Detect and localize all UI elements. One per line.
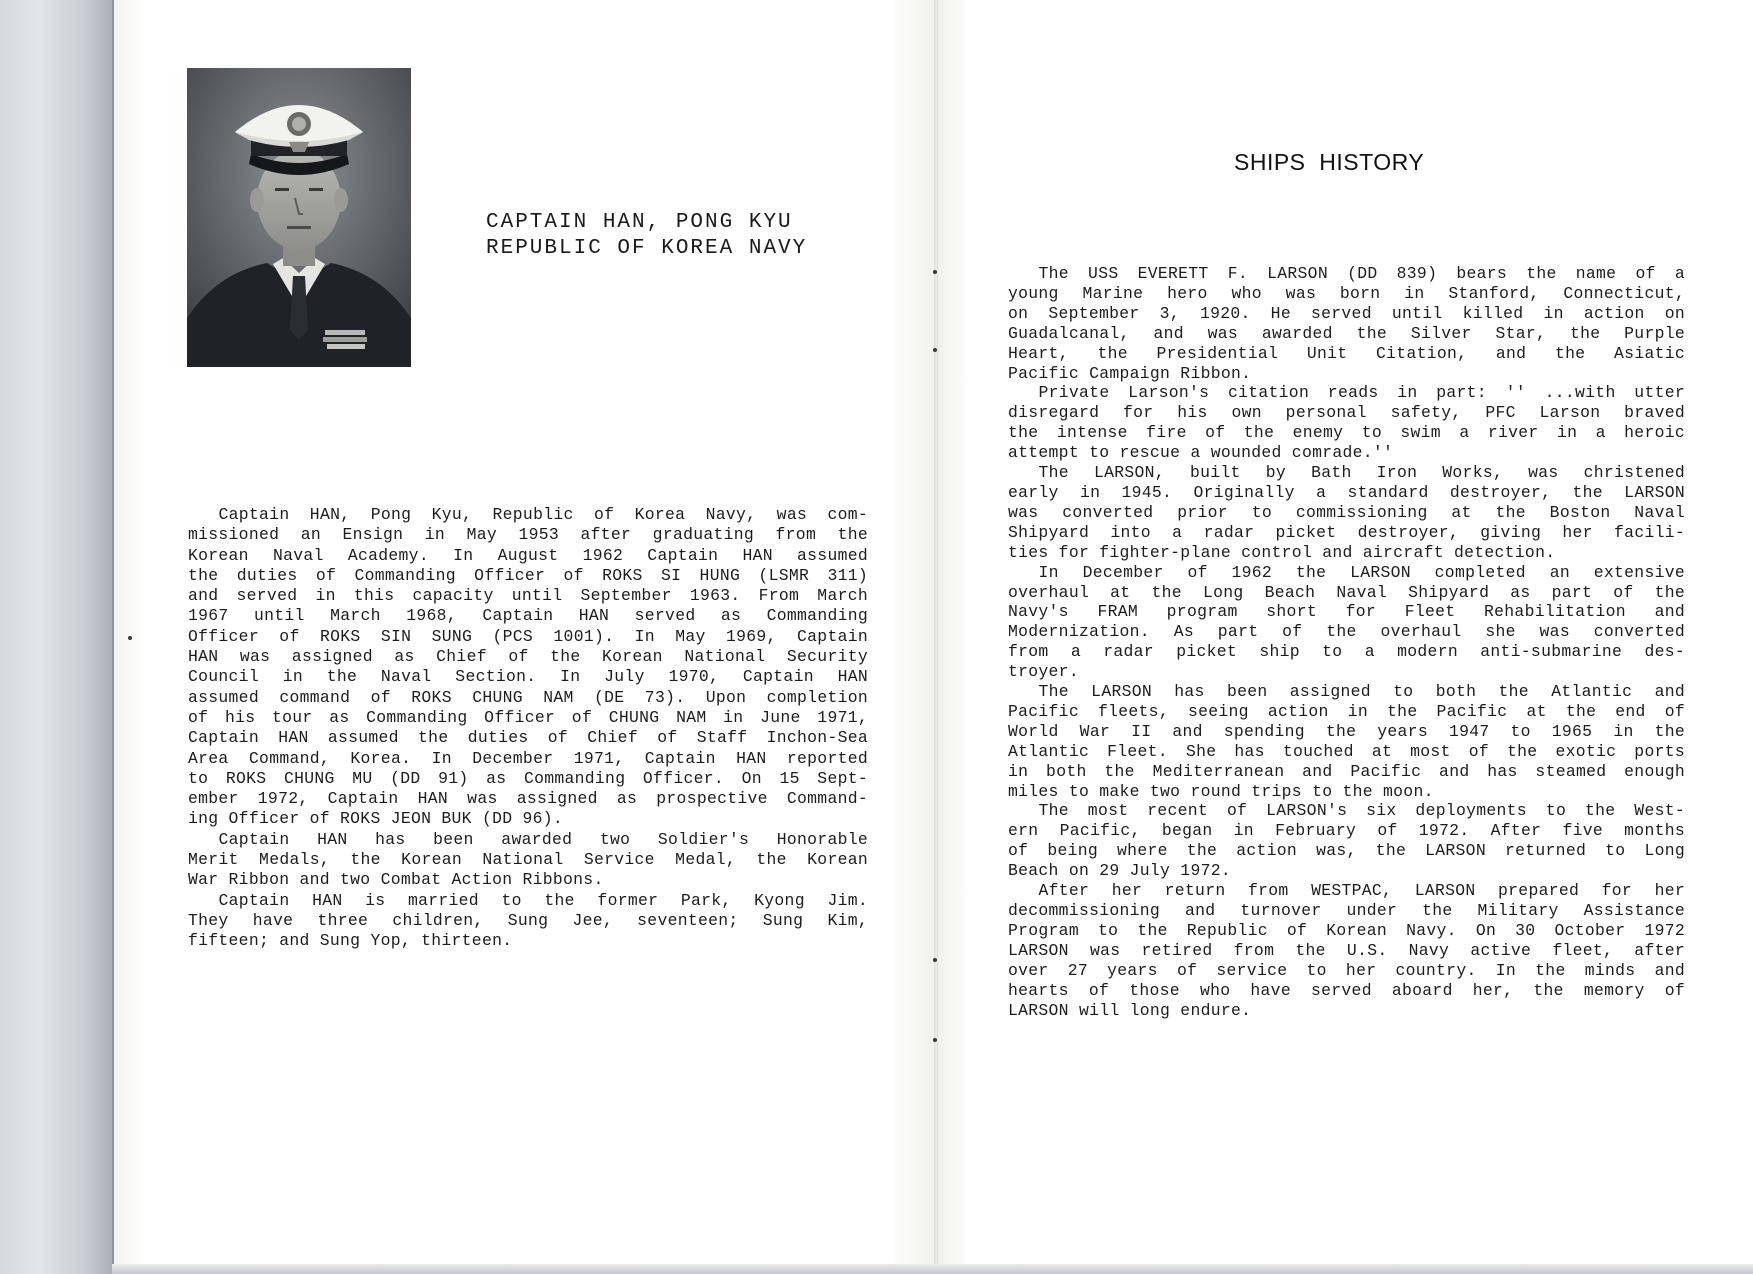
biography-line: Korean Naval Academy. In August 1962 Captain HAN assumed <box>188 545 868 565</box>
portrait-illustration <box>187 68 411 367</box>
biography-line: Area Command, Korea. In December 1971, Captain HAN reported <box>188 748 868 768</box>
officer-navy-line: REPUBLIC OF KOREA NAVY <box>486 237 808 260</box>
history-line: Beach on 29 July 1972. <box>1008 861 1231 881</box>
history-line: decommissioning and turnover under the Military Assistance <box>1008 901 1685 920</box>
history-line: Pacific fleets, seeing action in the Pacific at the end of <box>1008 701 1685 721</box>
biography-line: Captain HAN assumed the duties of Chief of Staff Inchon-Sea <box>188 728 868 748</box>
history-line: The USS EVERETT F. LARSON (DD 839) bears the name of a <box>1038 264 1685 283</box>
history-line: Guadalcanal, and was awarded the Silver Star, the Purple <box>1008 323 1685 343</box>
history-line: Private Larson's citation reads in part: '' ...with utter <box>1038 383 1685 403</box>
history-line: The most recent of LARSON's six deployments to the West- <box>1038 801 1685 821</box>
history-line: Navy's FRAM program short for Fleet Rehabilitation and <box>1008 602 1685 622</box>
history-line: LARSON was retired from the U.S. Navy active fleet, after <box>1008 940 1685 960</box>
biography-line: fifteen; and Sung Yop, thirteen. <box>188 931 513 951</box>
history-line: early in 1945. Originally a standard destroyer, the LARSON <box>1008 482 1685 502</box>
scan-speck <box>933 1038 937 1042</box>
history-line: troyer. <box>1008 662 1079 682</box>
history-line: Atlantic Fleet. She has touched at most of the exotic ports <box>1008 741 1685 761</box>
biography-line: 1967 until March 1968, Captain HAN served as Commanding <box>188 606 868 626</box>
history-line: miles to make two round trips to the moon. <box>1008 781 1434 801</box>
history-line: Pacific Campaign Ribbon. <box>1008 363 1252 383</box>
biography-line: HAN was assigned as Chief of the Korean National Security <box>188 647 868 667</box>
scan-speck <box>933 270 937 274</box>
history-line: on September 3, 1920. He served until killed in action on <box>1008 303 1685 323</box>
ships-history-text <box>1008 264 1685 1020</box>
history-line: young Marine hero who was born in Stanford, Connecticut, <box>1008 283 1685 303</box>
biography-line: assumed command of ROKS CHUNG NAM (DE 73). Upon completion <box>188 687 868 707</box>
officer-name-line: CAPTAIN HAN, PONG KYU <box>486 211 793 234</box>
ships-history-heading: SHIPS HISTORY <box>1234 149 1425 175</box>
history-line: After her return from WESTPAC, LARSON prepared for her <box>1038 881 1685 901</box>
history-line: Modernization. As part of the overhaul she was converted <box>1008 622 1685 642</box>
officer-biography <box>188 505 868 952</box>
history-line: in both the Mediterranean and Pacific and has steamed enough <box>1008 761 1685 781</box>
officer-heading <box>486 210 906 262</box>
biography-line: Officer of ROKS SIN SUNG (PCS 1001). In May 1969, Captain <box>188 626 868 646</box>
history-line: attempt to rescue a wounded comrade.'' <box>1008 443 1394 463</box>
biography-line: Captain HAN, Pong Kyu, Republic of Korea Navy, was com- <box>218 505 868 524</box>
history-line: disregard for his own personal safety, PFC Larson braved <box>1008 403 1685 423</box>
history-line: ties for fighter-plane control and aircraft detection. <box>1008 542 1556 562</box>
history-line: from a radar picket ship to a modern anti-submarine des- <box>1008 642 1685 662</box>
biography-line: missioned an Ensign in May 1953 after graduating from the <box>188 525 868 545</box>
history-line: LARSON will long endure. <box>1008 1000 1252 1020</box>
biography-line: Council in the Naval Section. In July 1970, Captain HAN <box>188 667 868 687</box>
page-bottom-edge <box>112 1264 1753 1274</box>
biography-line: of his tour as Commanding Officer of CHUNG NAM in June 1971, <box>188 707 868 727</box>
history-line: The LARSON has been assigned to both the Atlantic and <box>1038 682 1685 702</box>
history-line: Program to the Republic of Korean Navy. On 30 October 1972 <box>1008 920 1685 940</box>
history-line: over 27 years of service to her country. In the minds and <box>1008 960 1685 980</box>
left-page <box>112 0 936 1274</box>
biography-line: to ROKS CHUNG MU (DD 91) as Commanding Officer. On 15 Sept- <box>188 768 868 788</box>
biography-line: Captain HAN is married to the former Park, Kyong Jim. <box>218 890 868 910</box>
scan-speck <box>128 636 132 640</box>
history-line: hearts of those who have served aboard her, the memory of <box>1008 980 1685 1000</box>
biography-line: ing Officer of ROKS JEON BUK (DD 96). <box>188 809 564 829</box>
scanner-background <box>0 0 112 1274</box>
biography-line: Merit Medals, the Korean National Service Medal, the Korean <box>188 850 868 870</box>
scan-speck <box>933 348 937 352</box>
history-line: The LARSON, built by Bath Iron Works, was christened <box>1038 463 1685 483</box>
history-line: Shipyard into a radar picket destroyer, giving her facili- <box>1008 522 1685 542</box>
history-line: overhaul at the Long Beach Naval Shipyard as part of the <box>1008 582 1685 602</box>
history-line: was converted prior to commissioning at the Boston Naval <box>1008 502 1685 522</box>
scan-speck <box>933 958 937 962</box>
history-line: the intense fire of the enemy to swim a river in a heroic <box>1008 423 1685 443</box>
biography-line: and served in this capacity until September 1963. From March <box>188 586 868 606</box>
biography-line: the duties of Commanding Officer of ROKS SI HUNG (LSMR 311) <box>188 565 868 585</box>
right-page <box>938 0 1753 1274</box>
biography-line: War Ribbon and two Combat Action Ribbons. <box>188 870 604 890</box>
history-line: of being where the action was, the LARSON returned to Long <box>1008 841 1685 861</box>
biography-line: Captain HAN has been awarded two Soldier's Honorable <box>218 829 868 849</box>
biography-line: They have three children, Sung Jee, seventeen; Sung Kim, <box>188 910 868 930</box>
officer-portrait-photo <box>187 68 411 367</box>
history-line: World War II and spending the years 1947 to 1965 in the <box>1008 721 1685 741</box>
history-line: ern Pacific, began in February of 1972. After five months <box>1008 821 1685 841</box>
biography-line: ember 1972, Captain HAN was assigned as prospective Command- <box>188 789 868 809</box>
history-line: Heart, the Presidential Unit Citation, and the Asiatic <box>1008 343 1685 363</box>
history-line: In December of 1962 the LARSON completed an extensive <box>1038 562 1685 582</box>
